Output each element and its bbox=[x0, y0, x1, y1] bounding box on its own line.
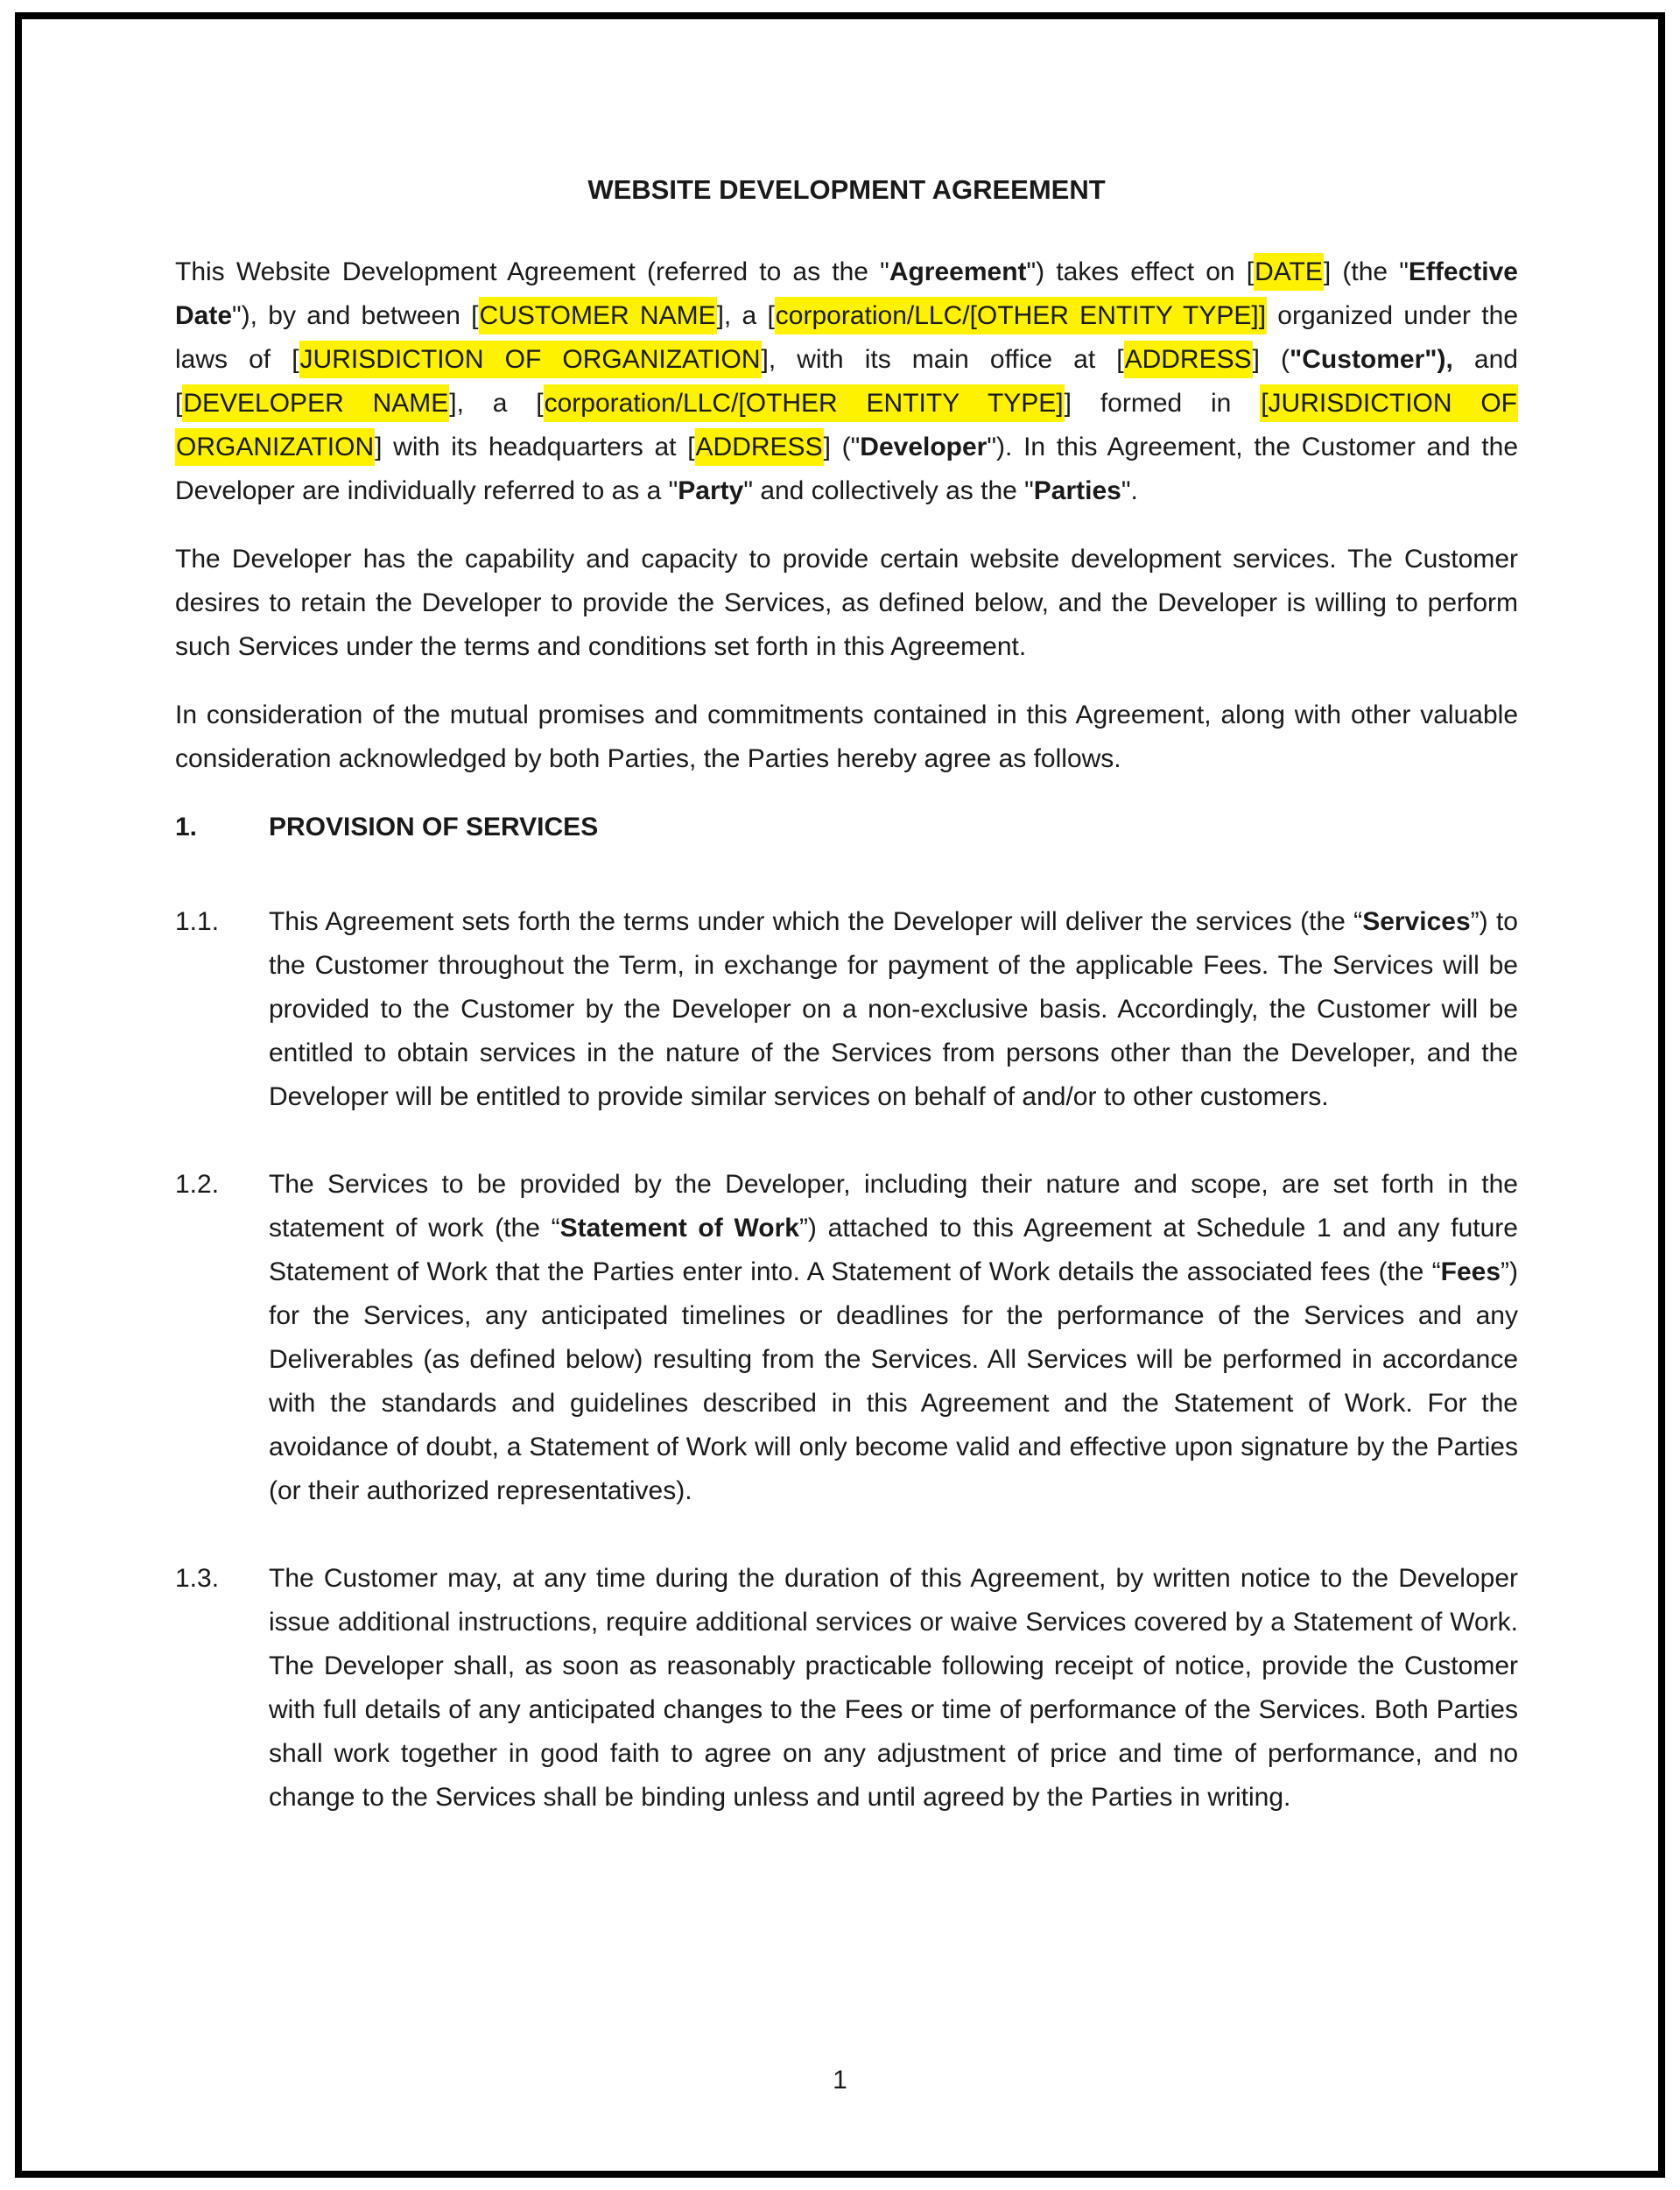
text-run: ], with its main office at [ bbox=[761, 345, 1124, 374]
text-run: Fees bbox=[1440, 1257, 1501, 1286]
text-run: ”) for the Services, any anticipated timelines or deadlines for the performance of the Services and any Deliverables (as defined below) resulting from the Services. All Services will be performed in accordance with the standards and guidelines described in this Agreement and the Statement of Work. For the avoidance of doubt, a Statement of Work will only become valid and effective upon signature by the Parties (or their authorized representatives). bbox=[269, 1257, 1518, 1505]
text-run: ") takes effect on [ bbox=[1026, 257, 1255, 286]
text-run: " and collectively as the " bbox=[743, 476, 1034, 505]
numbered-clause bbox=[175, 900, 1518, 1119]
document-title: WEBSITE DEVELOPMENT AGREEMENT bbox=[587, 174, 1106, 205]
highlighted-placeholder: DATE bbox=[1254, 253, 1324, 291]
text-run: PROVISION OF SERVICES bbox=[269, 813, 599, 841]
numbered-clause bbox=[175, 1557, 1518, 1820]
text-run: ”) to the Customer throughout the Term, in exchange for payment of the applicable Fees. The Services will be provided to the Customer by the Developer on a non-exclusive basis. Accordingly, the Customer will be entitled to obtain services in the nature of the Services from persons other than the Developer, and the Developer will be entitled to provide similar services on behalf of and/or to other customers. bbox=[269, 907, 1518, 1111]
clause-text bbox=[269, 1163, 1518, 1513]
text-run: ] with its headquarters at [ bbox=[375, 433, 695, 461]
clause-text bbox=[269, 900, 1518, 1119]
text-run: ". bbox=[1121, 476, 1138, 505]
text-run: Party bbox=[678, 476, 744, 505]
paragraph bbox=[175, 694, 1518, 781]
clause-number: 1.1. bbox=[175, 907, 220, 936]
text-run: ] ( bbox=[1252, 345, 1290, 374]
text-run: "). In this Agreement, the Customer and the Developer are individually referred to as a " bbox=[175, 433, 1518, 505]
clause-text bbox=[269, 1557, 1518, 1820]
text-run: "Customer"), bbox=[1290, 345, 1453, 374]
text-run: Agreement bbox=[889, 257, 1027, 286]
page-number: 1 bbox=[833, 2066, 847, 2095]
text-run: ] formed in bbox=[1064, 389, 1261, 418]
text-run: Services bbox=[1362, 907, 1471, 936]
highlighted-placeholder: corporation/LLC/[OTHER ENTITY TYPE]] bbox=[775, 297, 1267, 334]
highlighted-placeholder: [JURISDICTION OF ORGANIZATION bbox=[175, 384, 1518, 466]
clause-number: 1.2. bbox=[175, 1170, 220, 1199]
text-run: Parties bbox=[1033, 476, 1121, 505]
clause-number: 1. bbox=[175, 813, 198, 841]
text-run: The Customer may, at any time during the duration of this Agreement, by written notice to the Developer issue additional instructions, require additional services or waive Services covered by a Statement of Work. The Developer shall, as soon as reasonably practicable following receipt of notice, provide the Customer with full details of any anticipated changes to the Fees or time of performance of the Services. Both Parties shall work together in good faith to agree on any adjustment of price and time of performance, and no change to the Services shall be binding unless and until agreed by the Parties in writing. bbox=[269, 1564, 1518, 1812]
numbered-clause bbox=[175, 1163, 1518, 1513]
text-run: ”) attached to this Agreement at Schedule 1 and any future Statement of Work that the Parties enter into. A Statement of Work details the associated fees (the “ bbox=[269, 1214, 1518, 1286]
highlighted-placeholder: corporation/LLC/[OTHER ENTITY TYPE] bbox=[544, 384, 1065, 422]
text-run: This Website Development Agreement (referred to as the " bbox=[175, 257, 889, 286]
document-content bbox=[175, 0, 1518, 1863]
highlighted-placeholder: JURISDICTION OF ORGANIZATION bbox=[299, 341, 762, 378]
text-run: ] (" bbox=[823, 433, 861, 461]
text-run: In consideration of the mutual promises and commitments contained in this Agreement, along with other valuable consideration acknowledged by both Parties, the Parties hereby agree as follows. bbox=[175, 701, 1518, 773]
text-run: Developer bbox=[860, 433, 988, 461]
document-body bbox=[175, 250, 1518, 1820]
clause-text bbox=[269, 806, 1518, 849]
clause-number: 1.3. bbox=[175, 1564, 220, 1593]
text-run: "), by and between [ bbox=[232, 301, 479, 330]
text-run: This Agreement sets forth the terms under which the Developer will deliver the services (the “ bbox=[269, 907, 1363, 936]
text-run: The Services to be provided by the Developer, including their nature and scope, are set forth in the statement of work (the “ bbox=[269, 1170, 1518, 1243]
text-run: ], a [ bbox=[716, 301, 775, 330]
text-run: The Developer has the capability and capacity to provide certain website development services. The Customer desires to retain the Developer to provide the Services, as defined below, and the Developer is willing to perform such Services under the terms and conditions set forth in this Agreement. bbox=[175, 545, 1518, 661]
text-run: Effective Date bbox=[175, 257, 1518, 330]
text-run: Statement of Work bbox=[559, 1214, 799, 1243]
highlighted-placeholder: ADDRESS bbox=[695, 428, 824, 466]
text-run: ], a [ bbox=[449, 389, 544, 418]
text-run: and [ bbox=[175, 345, 1518, 418]
highlighted-placeholder: ADDRESS bbox=[1124, 341, 1253, 378]
section-heading bbox=[175, 806, 1518, 849]
text-run: organized under the laws of [ bbox=[175, 301, 1519, 374]
paragraph bbox=[175, 538, 1518, 669]
highlighted-placeholder: CUSTOMER NAME bbox=[479, 297, 717, 334]
paragraph bbox=[175, 250, 1518, 513]
highlighted-placeholder: DEVELOPER NAME bbox=[182, 384, 449, 422]
text-run: ] (the " bbox=[1323, 257, 1409, 286]
